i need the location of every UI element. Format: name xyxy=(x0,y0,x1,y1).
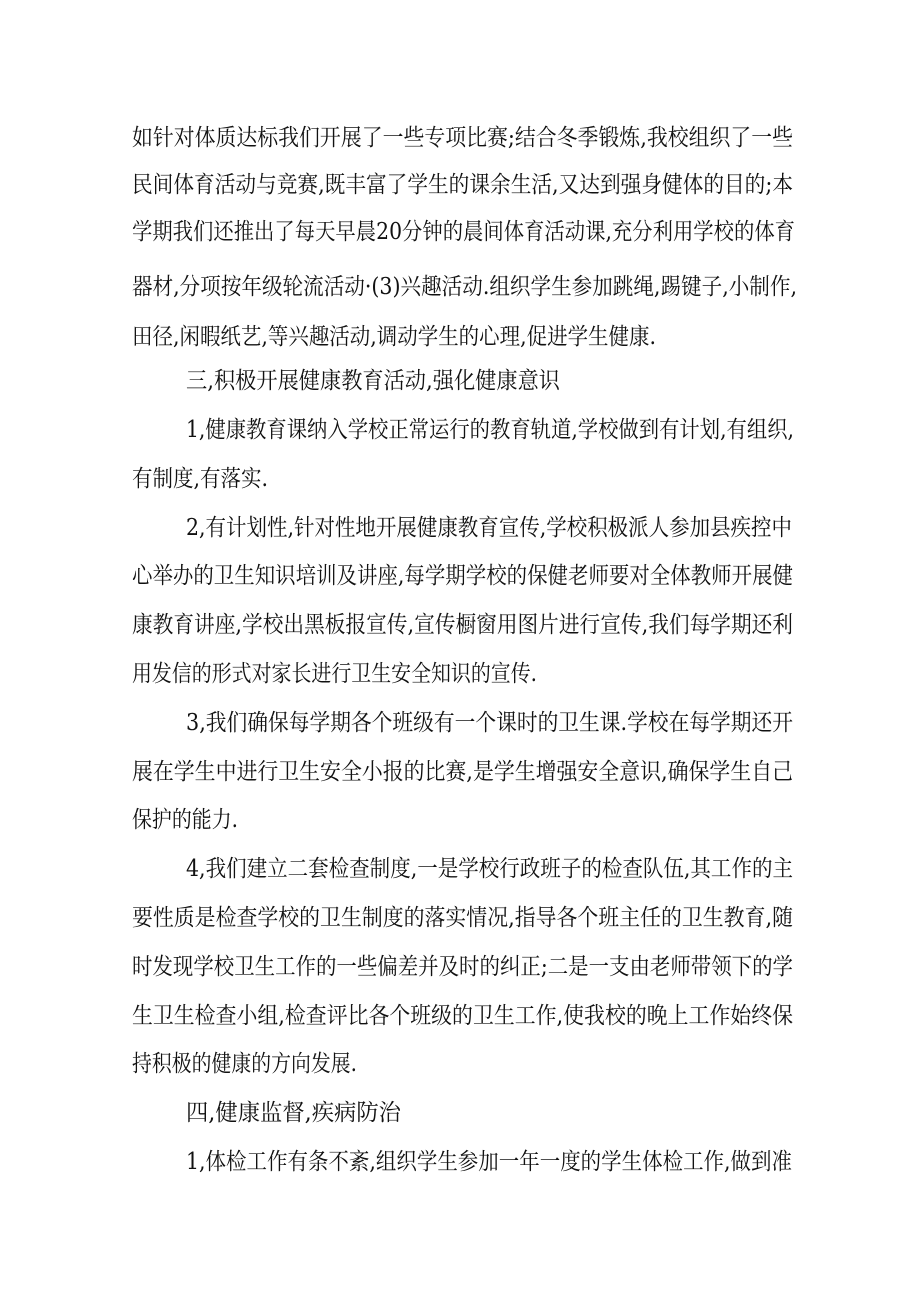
text-line-content: 要性质是检查学校的卫生制度的落实情况,指导各个班主任的卫生教育,随 xyxy=(132,905,793,931)
text-line xyxy=(0,1038,920,1090)
text-line-content: 用发信的形式对家长进行卫生安全知识的宣传. xyxy=(132,661,537,687)
text-line-content: 保护的能力. xyxy=(132,807,238,833)
text-line-content: 持积极的健康的方向发展. xyxy=(132,1051,357,1077)
text-line-content: 心举办的卫生知识培训及讲座,每学期学校的保健老师要对全体教师开展健 xyxy=(132,563,793,589)
text-line-content: 器材,分项按年级轮流活动·(3)兴趣活动.组织学生参加跳绳,踢键子,小制作, xyxy=(132,274,797,300)
text-line xyxy=(0,648,920,700)
text-line-content: 时发现学校卫生工作的一些偏差并及时的纠正;二是一支由老师带领下的学 xyxy=(132,954,793,980)
text-line xyxy=(0,599,920,651)
text-line-content: 4,我们建立二套检查制度,一是学校行政班子的检查队伍,其工作的主 xyxy=(186,856,793,882)
text-line xyxy=(0,112,920,164)
text-line-content: 有制度,有落实. xyxy=(132,466,268,492)
text-line xyxy=(0,746,920,798)
text-line-content: 如针对体质达标我们开展了一些专项比赛;结合冬季锻炼,我校组织了一些 xyxy=(132,125,793,151)
section-heading-text: 三,积极开展健康教育活动,强化健康意识 xyxy=(186,368,560,394)
text-line xyxy=(0,261,920,313)
text-line-content: 民间体育活动与竞赛,既丰富了学生的课余生活,又达到强身健体的目的;本 xyxy=(132,172,793,198)
text-line-content: 生卫生检查小组,检查评比各个班级的卫生工作,使我校的晚上工作始终保 xyxy=(132,1003,793,1029)
text-line xyxy=(0,697,920,749)
section-heading xyxy=(0,355,920,407)
text-line xyxy=(0,1136,920,1188)
text-line xyxy=(0,502,920,554)
text-line-content: 1,体检工作有条不紊,组织学生参加一年一度的学生体检工作,做到准 xyxy=(186,1149,792,1175)
text-line-content: 3,我们确保每学期各个班级有一个课时的卫生课.学校在每学期还开 xyxy=(186,710,793,736)
text-line-content: 2,有计划性,针对性地开展健康教育宣传,学校积极派人参加县疾控中 xyxy=(186,515,792,541)
text-line xyxy=(0,941,920,993)
text-line xyxy=(0,794,920,846)
text-line xyxy=(0,990,920,1042)
text-line-content: 1,健康教育课纳入学校正常运行的教育轨道,学校做到有计划,有组织, xyxy=(186,417,794,443)
text-line xyxy=(0,404,920,456)
section-heading xyxy=(0,1087,920,1139)
text-line xyxy=(0,159,920,211)
text-line xyxy=(0,892,920,944)
text-line xyxy=(0,206,920,258)
text-line-content: 学期我们还推出了每天早晨20分钟的晨间体育活动课,充分利用学校的体育 xyxy=(132,219,795,245)
text-line-content: 展在学生中进行卫生安全小报的比赛,是学生增强安全意识,确保学生自己 xyxy=(132,759,793,785)
text-line xyxy=(0,453,920,505)
text-line-content: 康教育讲座,学校出黑板报宣传,宣传橱窗用图片进行宣传,我们每学期还利 xyxy=(132,612,793,638)
text-line xyxy=(0,843,920,895)
text-line xyxy=(0,550,920,602)
section-heading-text: 四,健康监督,疾病防治 xyxy=(186,1100,401,1126)
text-line-content: 田径,闲暇纸艺,等兴趣活动,调动学生的心理,促进学生健康. xyxy=(132,324,656,350)
